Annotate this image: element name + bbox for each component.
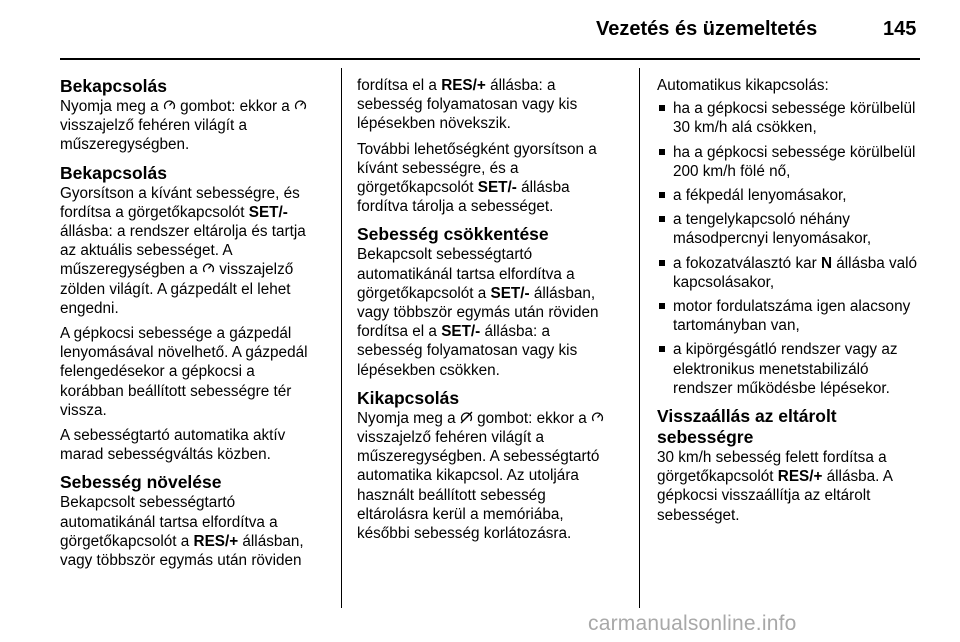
bullet-list [657, 99, 919, 398]
section-heading: Sebesség növelése [60, 472, 222, 493]
paragraph: fordítsa el a RES/+ állásba: a sebesség folyamatosan vagy kis lépésekben növekszik. [357, 77, 578, 133]
cruise-off-icon [460, 411, 473, 424]
list-item: a fékpedál lenyomásakor, [657, 186, 919, 205]
bullet-icon [659, 260, 665, 266]
section-heading: Bekapcsolás [60, 76, 168, 96]
bullet-icon [659, 149, 665, 155]
cruise-control-icon [591, 411, 604, 424]
list-item: a fokozatválasztó kar N állásba való kapcsolásakor, [657, 254, 919, 292]
paragraph: 30 km/h sebesség felett fordítsa a görgetőkapcsolót RES/+ állásba. A gépkocsi visszaállítja az eltárolt sebességet. [657, 449, 893, 524]
bullet-icon [659, 303, 665, 309]
paragraph: A gépkocsi sebessége a gázpedál lenyomásával növelhető. A gázpedál felengedésekor a gépkocsi a korábban beállított sebességre tér vissza. [60, 325, 308, 419]
paragraph: Nyomja meg a gombot: ekkor a visszajelző fehéren világít a műszeregységben. A sebességtartó automatika kikapcsol. Az utoljára használt beállított sebesség eltárolásra kerül a memóriába, későbbi sebesség korlátozásra. [357, 409, 619, 543]
header-title: Vezetés és üzemeltetés [596, 18, 818, 40]
paragraph: Nyomja meg a gombot: ekkor a visszajelző fehéren világít a műszeregységben. [60, 97, 322, 155]
column-2 [357, 76, 619, 549]
bullet-icon [659, 346, 665, 352]
paragraph: Automatikus kikapcsolás: [657, 77, 829, 94]
bullet-icon [659, 216, 665, 222]
column-divider [639, 68, 640, 608]
section-heading: Sebesség csökkentése [357, 224, 549, 245]
watermark: carmanualsonline.info [588, 612, 797, 635]
paragraph: Bekapcsolt sebességtartó automatikánál tartsa elfordítva a görgetőkapcsolót a RES/+ állásban, vagy többször egymás után röviden [60, 494, 304, 570]
list-item: ha a gépkocsi sebessége körülbelül 30 km/h alá csökken, [657, 99, 919, 137]
section-heading: Visszaállás az eltárolt sebességre [657, 406, 837, 448]
list-item: motor fordulatszáma igen alacsony tartományban van, [657, 297, 919, 335]
cruise-control-icon [202, 262, 215, 275]
list-item: a kipörgésgátló rendszer vagy az elektronikus menetstabilizáló rendszer működésbe lépésekor. [657, 340, 919, 398]
paragraph: Bekapcsolt sebességtartó automatikánál tartsa elfordítva a görgetőkapcsolót a SET/- állásban, vagy többször egymás után röviden fordítsa el a SET/- állásba: a sebesség folyamatosan vagy kis lépésekben csökken. [357, 246, 599, 379]
paragraph: További lehetőségként gyorsítson a kívánt sebességre, és a görgetőkapcsolót SET/- állásba fordítva tárolja a sebességet. [357, 140, 597, 216]
list-item: a tengelykapcsoló néhány másodpercnyi lenyomásakor, [657, 210, 919, 248]
section-heading: Kikapcsolás [357, 387, 460, 408]
column-1 [60, 76, 322, 576]
bullet-icon [659, 192, 665, 198]
paragraph: A sebességtartó automatika aktív marad sebességváltás közben. [60, 427, 286, 464]
header-divider [60, 58, 920, 60]
section-heading: Bekapcsolás [60, 162, 168, 183]
paragraph: Gyorsítson a kívánt sebességre, és fordítsa a görgetőkapcsolót SET/- állásba: a rendszer eltárolja és tartja az aktuális sebességet. A műszeregységben a visszajelző zölden világít. A gázpedált el lehet engedni. [60, 184, 306, 317]
page-number: 145 [883, 18, 917, 40]
column-3 [657, 76, 919, 531]
cruise-control-icon [163, 99, 176, 112]
bullet-icon [659, 105, 665, 111]
list-item: ha a gépkocsi sebessége körülbelül 200 km/h fölé nő, [657, 143, 919, 181]
column-divider [341, 68, 342, 608]
cruise-control-icon [294, 99, 307, 112]
